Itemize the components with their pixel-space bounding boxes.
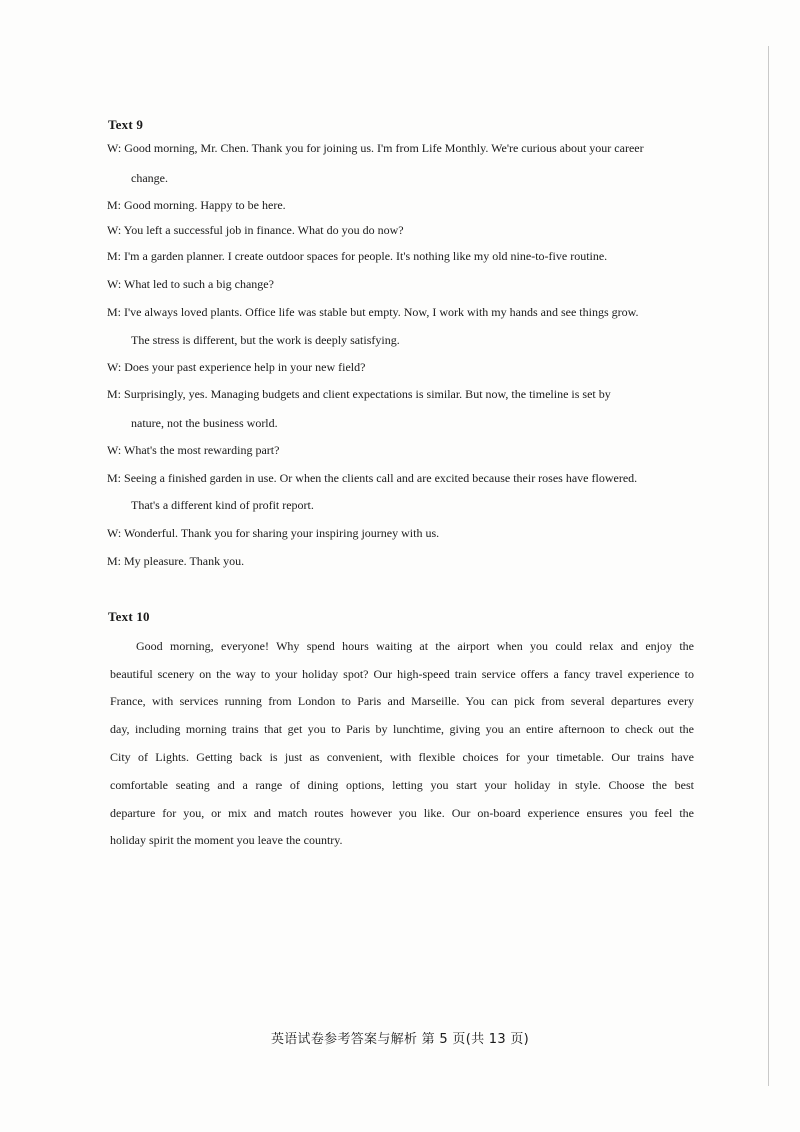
page-footer: 英语试卷参考答案与解析 第 5 页(共 13 页) <box>270 1032 530 1047</box>
dialogue-line: W: You left a successful job in finance. What do you do now? <box>107 223 404 237</box>
dialogue-line: W: What led to such a big change? <box>107 277 274 291</box>
paragraph-line: beautiful scenery on the way to your holiday spot? Our high-speed train service offers a fancy travel experience to <box>110 667 694 681</box>
paragraph-line: departure for you, or mix and match routes however you like. Our on-board experience ensures you feel the <box>110 806 694 820</box>
paragraph-line: France, with services running from London to Paris and Marseille. You can pick from several departures every <box>110 694 694 708</box>
dialogue-line-continuation: That's a different kind of profit report. <box>131 498 314 512</box>
paragraph-line: City of Lights. Getting back is just as convenient, with flexible choices for your timetable. Our trains have <box>110 750 694 764</box>
dialogue-line: W: Does your past experience help in your new field? <box>107 360 366 374</box>
paragraph-line: day, including morning trains that get you to Paris by lunchtime, giving you an entire afternoon to check out the <box>110 722 694 736</box>
dialogue-line: M: Surprisingly, yes. Managing budgets and client expectations is similar. But now, the timeline is set by <box>107 387 611 401</box>
paragraph-line: Good morning, everyone! Why spend hours waiting at the airport when you could relax and enjoy the <box>136 639 694 653</box>
paragraph-line: holiday spirit the moment you leave the country. <box>110 833 343 847</box>
dialogue-line: M: Good morning. Happy to be here. <box>107 198 286 212</box>
text10-title: Text 10 <box>108 609 150 624</box>
text9-title: Text 9 <box>108 117 144 132</box>
dialogue-line: M: I'm a garden planner. I create outdoor spaces for people. It's nothing like my old nine-to-five routine. <box>107 249 608 263</box>
dialogue-line: W: Wonderful. Thank you for sharing your inspiring journey with us. <box>107 526 440 540</box>
dialogue-line-continuation: The stress is different, but the work is deeply satisfying. <box>131 333 400 347</box>
dialogue-line: W: What's the most rewarding part? <box>107 443 280 457</box>
dialogue-line: M: I've always loved plants. Office life was stable but empty. Now, I work with my hands and see things grow. <box>107 305 639 319</box>
dialogue-line: M: My pleasure. Thank you. <box>107 554 245 568</box>
dialogue-line: W: Good morning, Mr. Chen. Thank you for joining us. I'm from Life Monthly. We're curious about your career <box>107 141 644 155</box>
dialogue-line-continuation: nature, not the business world. <box>131 416 278 430</box>
paragraph-line: comfortable seating and a range of dining options, letting you start your holiday in style. Choose the best <box>110 778 694 792</box>
page-edge-line <box>768 46 769 1086</box>
dialogue-line-continuation: change. <box>131 171 168 185</box>
dialogue-line: M: Seeing a finished garden in use. Or when the clients call and are excited because their roses have flowered. <box>107 471 638 485</box>
